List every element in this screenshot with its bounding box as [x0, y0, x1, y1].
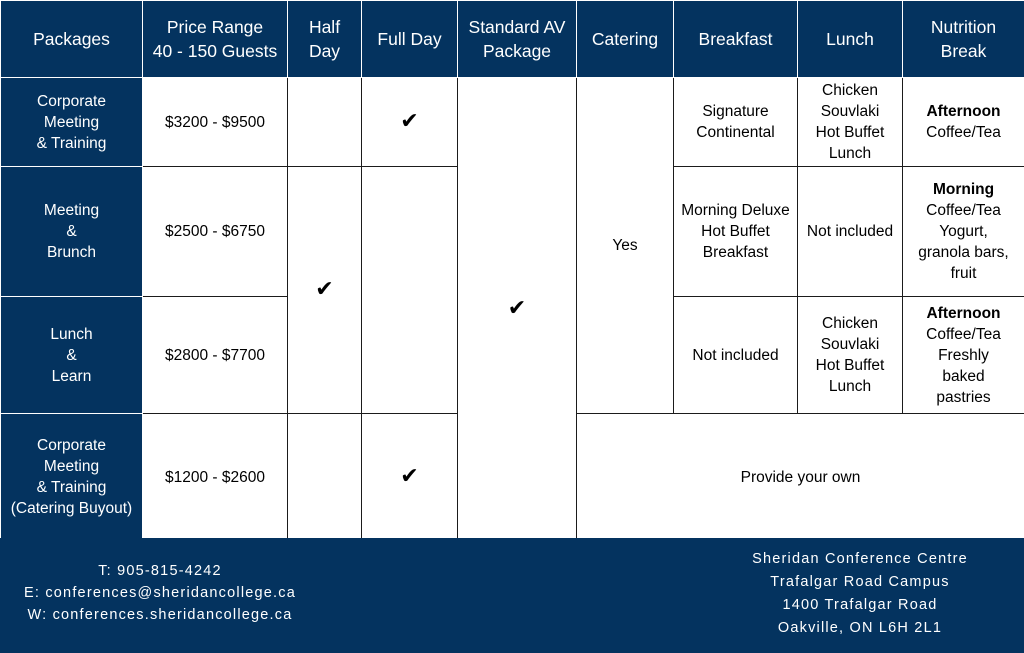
- break-title: Morning: [932, 181, 995, 198]
- package-name-line: Learn: [51, 367, 92, 385]
- header-nutrition-line2: Break: [940, 41, 987, 61]
- package-name: [1, 297, 143, 414]
- breakfast-line: Breakfast: [702, 244, 769, 261]
- package-name-line: Meeting: [43, 458, 100, 475]
- header-av-line2: Package: [482, 41, 552, 61]
- package-name-line: Meeting: [43, 113, 100, 131]
- break-item: granola bars,: [918, 244, 1009, 261]
- price-range: $3200 - $9500: [143, 78, 288, 167]
- package-name-line: Brunch: [46, 244, 97, 261]
- half-day-cell: [288, 78, 362, 167]
- lunch-cell: Not included: [798, 167, 903, 297]
- header-full-day: Full Day: [362, 1, 458, 78]
- phone-number: T: 905-815-4242: [98, 563, 222, 579]
- breakfast-line: Continental: [696, 124, 775, 141]
- price-range: $2800 - $7700: [143, 297, 288, 414]
- header-nutrition-break: [903, 1, 1024, 78]
- lunch-line: Chicken: [822, 82, 878, 99]
- venue-address: [740, 548, 980, 640]
- header-packages: Packages: [1, 1, 143, 78]
- checkmark-icon: ✔: [400, 108, 419, 134]
- lunch-line: Hot Buffet: [815, 357, 885, 374]
- checkmark-icon: ✔: [400, 463, 419, 489]
- header-av-line1: Standard AV: [468, 17, 566, 37]
- package-name-line: Corporate: [37, 92, 106, 110]
- email-address: E: conferences@sheridancollege.ca: [24, 585, 296, 601]
- address-line: Sheridan Conference Centre: [752, 551, 968, 567]
- breakfast-line: Morning Deluxe: [681, 202, 790, 219]
- package-name-line: Lunch: [50, 325, 93, 343]
- full-day-cell: [362, 167, 458, 414]
- break-item: fruit: [950, 265, 977, 282]
- lunch-cell: [798, 78, 903, 167]
- av-package-cell: [458, 78, 577, 541]
- package-name-line: &: [66, 223, 77, 240]
- half-day-cell: [288, 167, 362, 414]
- full-day-cell: [362, 78, 458, 167]
- catering-buyout-note: Provide your own: [577, 414, 1024, 541]
- full-day-cell: [362, 414, 458, 541]
- package-name-line: & Training: [36, 134, 107, 152]
- package-name-line: Meeting: [43, 202, 100, 219]
- nutrition-break-cell: [903, 297, 1024, 414]
- package-name: [1, 414, 143, 541]
- half-day-cell: [288, 414, 362, 541]
- package-name-line: (Catering Buyout): [10, 500, 133, 517]
- breakfast-line: Signature: [702, 103, 769, 120]
- breakfast-cell: [674, 78, 798, 167]
- lunch-line: Souvlaki: [820, 103, 880, 120]
- package-name: [1, 78, 143, 167]
- header-guest-range: 40 - 150 Guests: [152, 41, 278, 61]
- contact-info: [10, 560, 310, 626]
- price-range: $1200 - $2600: [143, 414, 288, 541]
- break-title: Afternoon: [926, 304, 1001, 322]
- lunch-line: Souvlaki: [820, 336, 880, 353]
- package-name-line: &: [66, 346, 77, 364]
- header-price-range-title: Price Range: [166, 17, 264, 37]
- package-name: [1, 167, 143, 297]
- break-title: Afternoon: [926, 103, 1001, 120]
- package-name-line: Corporate: [37, 437, 106, 454]
- lunch-line: Lunch: [828, 378, 872, 395]
- lunch-line: Chicken: [822, 315, 878, 332]
- table-row: [1, 78, 1024, 167]
- address-line: Trafalgar Road Campus: [770, 574, 950, 590]
- header-catering: Catering: [577, 1, 674, 78]
- break-item: Coffee/Tea: [926, 124, 1001, 141]
- header-breakfast: Breakfast: [674, 1, 798, 78]
- break-item: Coffee/Tea: [926, 202, 1001, 219]
- breakfast-cell: [674, 167, 798, 297]
- catering-cell: Yes: [577, 78, 674, 414]
- break-item: pastries: [936, 388, 991, 406]
- break-item: Yogurt,: [939, 223, 988, 240]
- lunch-cell: [798, 297, 903, 414]
- lunch-line: Hot Buffet: [815, 124, 885, 141]
- table-header-row: [1, 1, 1024, 78]
- contact-footer: [0, 538, 1024, 653]
- breakfast-line: Hot Buffet: [701, 223, 770, 240]
- checkmark-icon: ✔: [315, 276, 334, 302]
- lunch-line: Lunch: [828, 145, 872, 162]
- checkmark-icon: ✔: [507, 295, 527, 321]
- breakfast-cell: Not included: [674, 297, 798, 414]
- break-item: Freshly: [938, 346, 989, 364]
- header-nutrition-line1: Nutrition: [930, 17, 997, 37]
- header-av-package: [458, 1, 577, 78]
- header-half-day: Half Day: [288, 1, 362, 78]
- break-item: Coffee/Tea: [926, 325, 1001, 343]
- break-item: baked: [942, 367, 985, 385]
- nutrition-break-cell: [903, 78, 1024, 167]
- website-url: W: conferences.sheridancollege.ca: [27, 607, 293, 623]
- header-lunch: Lunch: [798, 1, 903, 78]
- price-range: $2500 - $6750: [143, 167, 288, 297]
- package-name-line: & Training: [36, 479, 107, 496]
- nutrition-break-cell: [903, 167, 1024, 297]
- header-price-range: [143, 1, 288, 78]
- address-line: 1400 Trafalgar Road: [782, 597, 938, 613]
- address-line: Oakville, ON L6H 2L1: [777, 620, 943, 636]
